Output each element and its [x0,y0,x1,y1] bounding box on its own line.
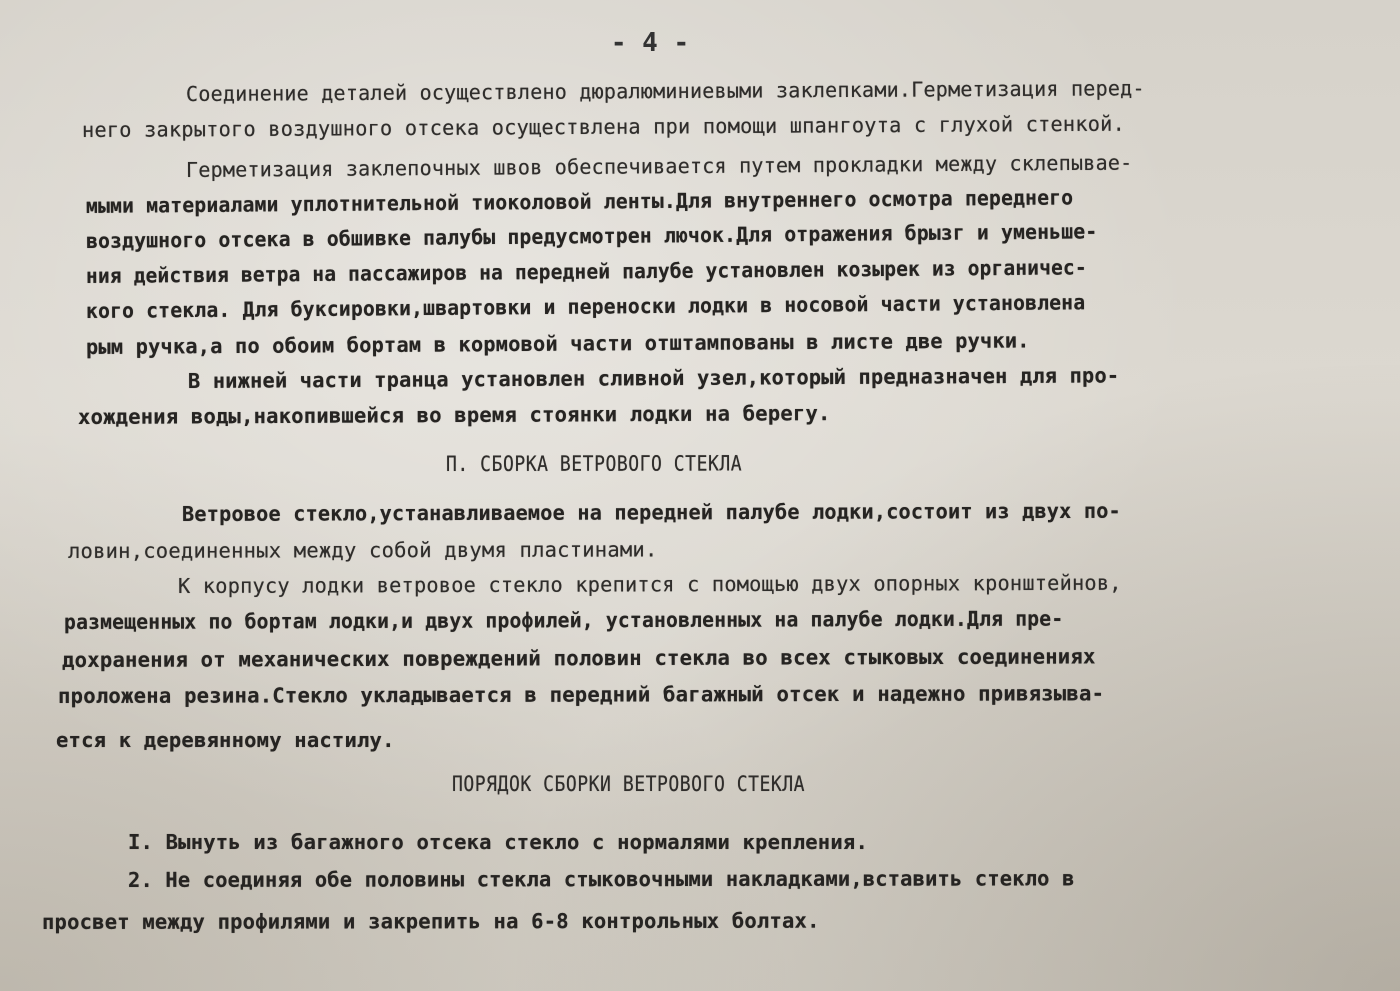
section-heading: П. СБОРКА ВЕТРОВОГО СТЕКЛА [445,451,743,476]
text-line: Соединение деталей осуществлено дюралюминиевыми заклепками.Герметизация перед- [185,76,1145,106]
text-line: В нижней части транца установлен сливной узел,который предназначен для про- [187,363,1120,393]
subsection-heading: ПОРЯДОК СБОРКИ ВЕТРОВОГО СТЕКЛА [452,772,806,796]
page-number: - 4 - [610,28,690,58]
text-line: дохранения от механических повреждений половин стекла во всех стыковых соединениях [61,644,1096,672]
text-line: воздушного отсека в обшивке палубы предусмотрен лючок.Для отражения брызг и уменьше- [85,219,1098,253]
text-line: проложена резина.Стекло укладывается в передний багажный отсек и надежно привязыва- [57,681,1105,708]
text-line: Герметизация заклепочных швов обеспечивается путем прокладки между склепывае- [185,150,1133,182]
text-line: мыми материалами уплотнительной тиоколовой ленты.Для внутреннего осмотра переднего [85,185,1074,218]
step-item: просвет между профилями и закрепить на 6-8 контрольных болтах. [41,908,820,934]
text-line: хождения воды,накопившейся во время стоянки лодки на берегу. [77,401,831,429]
text-line: К корпусу лодки ветровое стекло крепится с помощью двух опорных кронштейнов, [177,570,1122,598]
text-line: него закрытого воздушного отсека осуществлена при помощи шпангоута с глухой стенкой. [81,111,1126,142]
text-line: ния действия ветра на пассажиров на передней палубе установлен козырек из органичес- [85,255,1087,288]
text-line: кого стекла. Для буксировки,швартовки и переноски лодки в носовой части установлена [85,290,1086,323]
step-item: 2. Не соединяя обе половины стекла стыковочными накладками,вставить стекло в [127,866,1075,892]
text-line: Ветровое стекло,устанавливаемое на передней палубе лодки,состоит из двух по- [181,498,1121,526]
text-line: ловин,соединенных между собой двумя пластинами. [67,537,658,563]
step-item: I. Вынуть из багажного отсека стекло с нормалями крепления. [128,830,868,854]
text-line: ется к деревянному настилу. [56,728,395,752]
text-line: рым ручка,а по обоим бортам в кормовой части отштампованы в листе две ручки. [85,328,1030,359]
text-line: размещенных по бортам лодки,и двух профилей, установленных на палубе лодки.Для пре- [63,606,1064,634]
